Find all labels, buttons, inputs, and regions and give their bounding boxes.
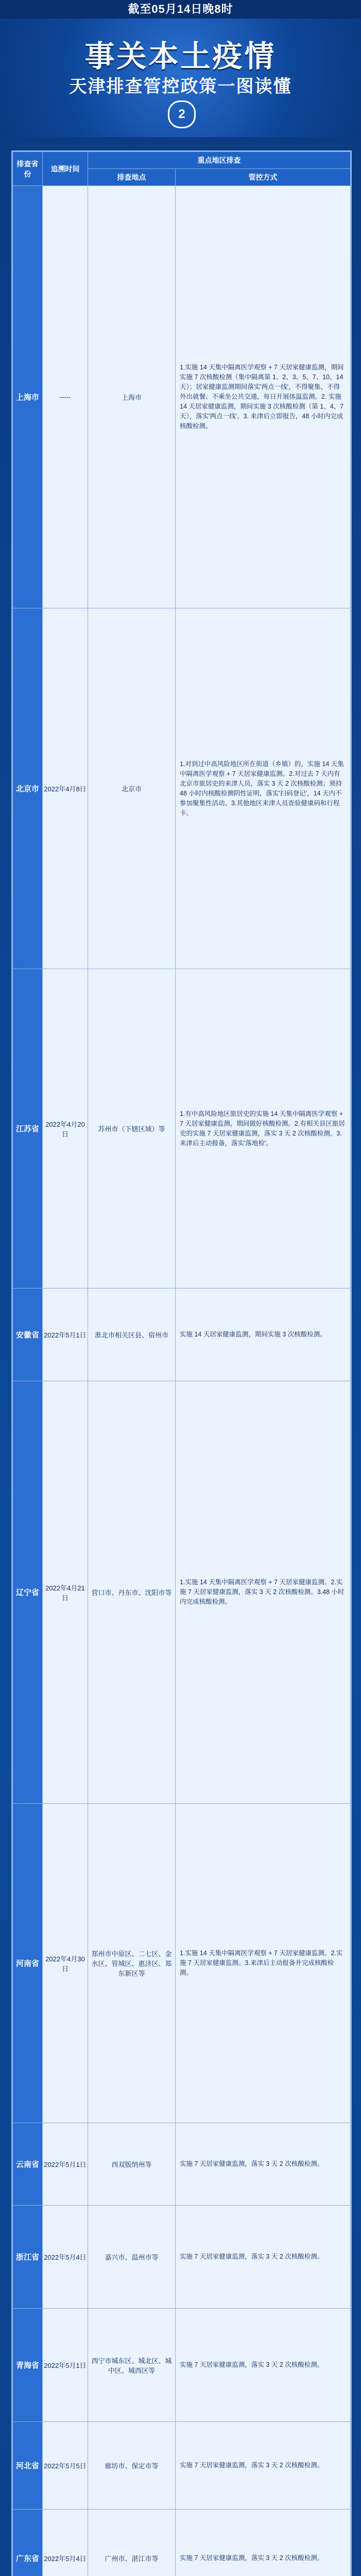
date-line: 截至05月14日晚8时 <box>0 0 361 19</box>
date-cell: 2022年5月4日 <box>43 2206 88 2309</box>
date-cell: 2022年4月30日 <box>43 1804 88 2123</box>
issue-badge: 2 <box>168 100 196 128</box>
table-row <box>13 608 351 969</box>
table-row <box>13 1804 351 2123</box>
measure-cell: 1.有中高风险地区旅居史的实施 14 天集中隔离医学观察 + 7 天居家健康监测，期间做好核酸检测。2.有相关县区旅居史的实施 7 天居家健康监测，落实 3 天 2 次核酸检测。3.来津后主动报备，落实'落地检'。 <box>176 969 351 1289</box>
region-cell: 河北省 <box>13 2422 43 2510</box>
place-cell: 苏州市（下辖区域）等 <box>88 969 176 1289</box>
measure-cell: 1.对到过中高风险地区所在街道（乡镇）的，实施 14 天集中隔离医学观察 + 7 天居家健康监测。2.对过去 7 天内有北京市旅居史的来津人员，落实 3 天 2 次核酸检测；须持 48 小时内核酸检测阴性证明，落实'扫码登记'，14 天内不参加聚集性活动。3.其他地区来津人员查验健康码和行程卡。 <box>176 608 351 969</box>
region-screening-table <box>11 150 352 2576</box>
table-row <box>13 1289 351 1381</box>
table-row <box>13 969 351 1289</box>
col-measure: 管控方式 <box>176 169 351 186</box>
region-cell: 北京市 <box>13 608 43 969</box>
measure-cell: 实施 7 天居家健康监测，落实 3 天 2 次核酸检测。 <box>176 2123 351 2206</box>
measure-cell: 1.实施 14 天集中隔离医学观察 + 7 天居家健康监测。2.实施 7 天居家健康监测，落实 3 天 2 次核酸检测。3.48 小时内完成核酸检测。 <box>176 1381 351 1804</box>
date-cell: 2022年5月4日 <box>43 2510 88 2576</box>
place-cell: 北京市 <box>88 608 176 969</box>
region-cell: 辽宁省 <box>13 1381 43 1804</box>
region-cell: 浙江省 <box>13 2206 43 2309</box>
region-cell: 青海省 <box>13 2309 43 2422</box>
date-cell: 2022年5月1日 <box>43 1289 88 1381</box>
place-cell: 郑州市中原区、二七区、金水区、管城区、惠济区、郑东新区等 <box>88 1804 176 2123</box>
region-cell: 云南省 <box>13 2123 43 2206</box>
region-cell: 上海市 <box>13 186 43 608</box>
measure-cell: 实施 7 天居家健康监测，落实 3 天 2 次核酸检测。 <box>176 2510 351 2576</box>
place-cell: 广州市、湛江市等 <box>88 2510 176 2576</box>
table-row <box>13 2309 351 2422</box>
table-row <box>13 186 351 608</box>
table-row <box>13 1381 351 1804</box>
place-cell: 营口市、丹东市、沈阳市等 <box>88 1381 176 1804</box>
table-row <box>13 2510 351 2576</box>
region-cell: 河南省 <box>13 1804 43 2123</box>
measure-cell: 1.实施 14 天集中隔离医学观察 + 7 天居家健康监测，期间实施 7 次核酸检测（集中隔离第 1、2、3、5、7、10、14 天）；居家健康监测期间落实'两点一线'，不得聚集、不得外出就餐、不乘坐公共交通，每日开展体温监测。2. 实施 14 天居家健康监测，期间实施 3 次核酸检测（第 1、4、7 天），落实'两点一线'。3. 来津后立即报告，48 小时内完成核酸检测。 <box>176 186 351 608</box>
measure-cell: 实施 7 天居家健康监测，落实 3 天 2 次核酸检测。 <box>176 2309 351 2422</box>
measure-cell: 实施 7 天居家健康监测，落实 3 天 2 次核酸检测。 <box>176 2206 351 2309</box>
table-row <box>13 2206 351 2309</box>
region-cell: 广东省 <box>13 2510 43 2576</box>
col-group: 重点地区排查 <box>88 152 351 169</box>
measure-cell: 实施 7 天居家健康监测，落实 3 天 2 次核酸检测。 <box>176 2422 351 2510</box>
place-cell: 嘉兴市、温州市等 <box>88 2206 176 2309</box>
date-cell: 2022年4月8日 <box>43 608 88 969</box>
date-cell: 2022年5月1日 <box>43 2309 88 2422</box>
measure-cell: 实施 14 天居家健康监测，期间实施 3 次核酸检测。 <box>176 1289 351 1381</box>
place-cell: 西宁市城东区、城北区、城中区、城西区等 <box>88 2309 176 2422</box>
date-cell: 2022年4月21日 <box>43 1381 88 1804</box>
col-region: 排查省份 <box>13 152 43 186</box>
date-cell: 2022年5月5日 <box>43 2422 88 2510</box>
place-cell: 淮北市相关区县、宿州市 <box>88 1289 176 1381</box>
place-cell: 上海市 <box>88 186 176 608</box>
date-cell: 2022年5月1日 <box>43 2123 88 2206</box>
page-subtitle: 天津排查管控政策一图读懂 <box>69 77 292 96</box>
table-row <box>13 2123 351 2206</box>
place-cell: 廊坊市、保定市等 <box>88 2422 176 2510</box>
table-row <box>13 2422 351 2510</box>
date-cell: ----- <box>43 186 88 608</box>
region-cell: 安徽省 <box>13 1289 43 1381</box>
measure-cell: 1.实施 14 天集中隔离医学观察 + 7 天居家健康监测。2.实施 7 天居家健康监测。3.来津后主动报备并完成核酸检测。 <box>176 1804 351 2123</box>
region-cell: 江苏省 <box>13 969 43 1289</box>
place-cell: 西双版纳州等 <box>88 2123 176 2206</box>
col-date: 追溯时间 <box>43 152 88 186</box>
date-cell: 2022年4月20日 <box>43 969 88 1289</box>
page-title: 事关本土疫情 <box>84 40 277 73</box>
col-place: 排查地点 <box>88 169 176 186</box>
